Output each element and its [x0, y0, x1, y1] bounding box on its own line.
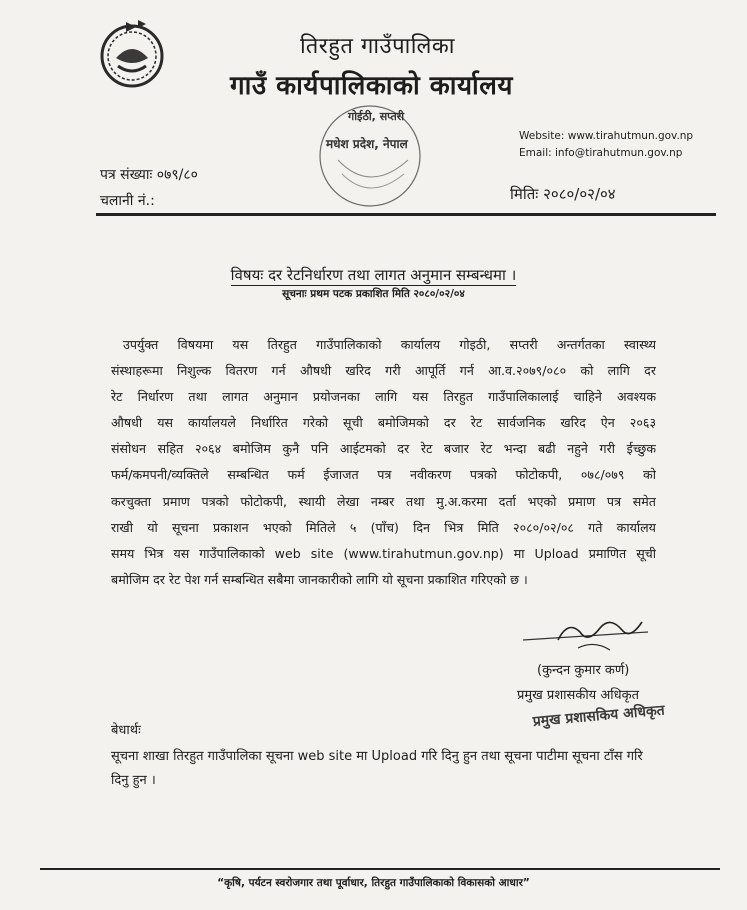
contact-info [519, 128, 693, 162]
cc-label: बेधार्थः [111, 723, 141, 738]
ref-number: पत्र संख्याः ०७९/८० [100, 167, 198, 183]
seal-line-2: मधेश प्रदेश, नेपाल [326, 137, 408, 151]
cc-text: सूचना शाखा तिरहुत गाउँपालिका सूचना web site मा Upload गरि दिनु हुन तथा सूचना पाटीमा सूचना टाँस गरि दिनु हुन । [111, 749, 643, 788]
body-paragraph [111, 332, 656, 593]
seal-line-1: गोईठी, सप्तरी [348, 110, 405, 123]
nepal-emblem-logo [96, 18, 168, 90]
body-line: करचुक्ता प्रमाण पत्रको फोटोकपी, स्थायी लेखा नम्बर तथा मु.अ.करमा दर्ता भएको प्रमाण पत्र समेत [111, 493, 656, 509]
footer-divider [40, 868, 720, 870]
body-line: उपर्युक्त विषयमा यस तिरहुत गाउँपालिकाको कार्यालय गोइठी, सप्तरी अन्तर्गतका स्वास्थ्य [123, 337, 656, 352]
body-line: औषधी यस कार्यालयले निर्धारित गरेको सूची बमोजिमको दर रेट सार्वजनिक खरिद ऐन २०६३ [111, 415, 656, 431]
office-name: तिरहुत गाउँपालिका [300, 34, 455, 59]
signatory-title: प्रमुख प्रशासकीय अधिकृत [517, 688, 640, 703]
website-text: Website: www.tirahutmun.gov.np [519, 130, 694, 142]
subject-text: विषयः दर रेटनिर्धारण तथा लागत अनुमान सम्बन्धमा । [230, 266, 517, 284]
footer-motto: “कृषि, पर्यटन स्वरोजगार तथा पूर्वाधार, तिरहुत गाउँपालिकाको विकासको आधार” [217, 877, 530, 889]
handwritten-signature [518, 610, 658, 660]
officer-stamp: प्रमुख प्रशासकिय अधिकृत [532, 702, 666, 730]
letter-date: मितिः २०८०/०२/०४ [510, 185, 616, 203]
body-line: रेट निर्धारण तथा लागत अनुमान प्रयोजनका लागि यस तिरहुत गाउँपालिकालाई चाहिने अवश्यक [111, 389, 656, 405]
body-line: बमोजिम दर रेट पेश गर्न सम्बन्धित सबैमा जानकारीको लागि यो सूचना प्रकाशित गरिएको छ । [111, 571, 528, 587]
subject-line [0, 265, 747, 285]
notice-line: सूचनाः प्रथम पटक प्रकाशित मिति २०८०/०२/०४ [282, 288, 465, 300]
office-subtitle: गाउँ कार्यपालिकाको कार्यालय [230, 71, 513, 101]
body-line: समय भित्र यस गाउँपालिकाको web site (www.tirahutmun.gov.np) मा Upload प्रमाणित सूची [111, 545, 656, 561]
reference-block [100, 162, 198, 214]
body-line: संसोधन सहित २०६४ बमोजिम कुनै पनि आईटमको दर रेट बजार रेट भन्दा बढी नहुने गरी ईच्छुक [111, 441, 656, 457]
dispatch-number: चलानी नं.: [100, 193, 155, 209]
header-divider [96, 213, 716, 216]
office-seal-stamp [308, 98, 428, 210]
body-line: संस्थाहरूमा निशुल्क वितरण गर्न औषधी खरिद गरी आपूर्ति गर्न आ.व.२०७९/०८० को लागि दर [111, 363, 656, 379]
signatory-name: (कुन्दन कुमार कर्ण) [537, 663, 630, 678]
body-line: फर्म/कमपनी/व्यक्तिले सम्बन्धित फर्म ईजाजत पत्र नवीकरण पत्रको फोटोकपी, ०७८/०७९ को [111, 467, 656, 483]
email-text: Email: info@tirahutmun.gov.np [519, 147, 683, 159]
body-line: राखी यो सूचना प्रकाशन भएको मितिले ५ (पाँच) दिन भित्र मिति २०८०/०२/०८ गते कार्यालय [111, 519, 656, 535]
